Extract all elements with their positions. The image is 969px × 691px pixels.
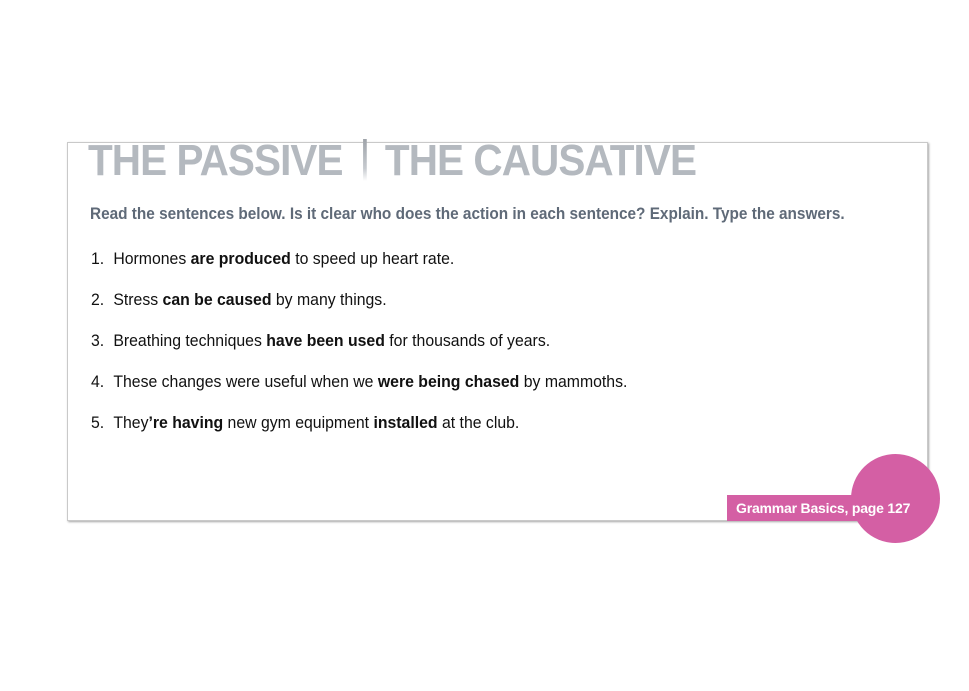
grammar-reference-link[interactable]: Grammar Basics, page 127 bbox=[727, 495, 927, 521]
sentence-number: 4. bbox=[91, 372, 105, 391]
sentence-text: at the club. bbox=[437, 413, 520, 432]
sentence-text: by mammoths. bbox=[519, 372, 628, 391]
sentence-4 bbox=[91, 371, 627, 412]
sentence-number: 5. bbox=[91, 413, 105, 432]
causative-participle: installed bbox=[373, 413, 438, 432]
sentence-1 bbox=[91, 248, 627, 289]
sentence-number: 2. bbox=[91, 290, 105, 309]
passive-verb: can be caused bbox=[162, 290, 272, 309]
passive-verb: are produced bbox=[190, 249, 291, 268]
sentence-text: Hormones bbox=[113, 249, 191, 268]
title-divider bbox=[363, 139, 367, 181]
title-causative: THE CAUSATIVE bbox=[384, 136, 697, 185]
sentence-3 bbox=[91, 330, 627, 371]
sentence-text: Stress bbox=[113, 290, 163, 309]
passive-verb: have been used bbox=[266, 331, 385, 350]
sentence-number: 1. bbox=[91, 249, 105, 268]
sentence-text: They bbox=[113, 413, 149, 432]
sentence-text: new gym equipment bbox=[223, 413, 374, 432]
title-passive: THE PASSIVE bbox=[88, 136, 343, 185]
sentence-text: Breathing techniques bbox=[113, 331, 267, 350]
sentence-5 bbox=[91, 412, 627, 453]
sentence-text: for thousands of years. bbox=[384, 331, 551, 350]
sentence-number: 3. bbox=[91, 331, 105, 350]
sentence-2 bbox=[91, 289, 627, 330]
causative-verb: ’re having bbox=[148, 413, 224, 432]
passive-verb: were being chased bbox=[377, 372, 520, 391]
instructions-text: Read the sentences below. Is it clear who does the action in each sentence? Explain. Type the answers. bbox=[90, 205, 845, 223]
page-title bbox=[88, 135, 696, 187]
sentence-text: These changes were useful when we bbox=[113, 372, 378, 391]
sentence-text: to speed up heart rate. bbox=[290, 249, 455, 268]
sentence-list bbox=[91, 248, 627, 453]
sentence-text: by many things. bbox=[271, 290, 387, 309]
exercise-card bbox=[67, 136, 928, 521]
